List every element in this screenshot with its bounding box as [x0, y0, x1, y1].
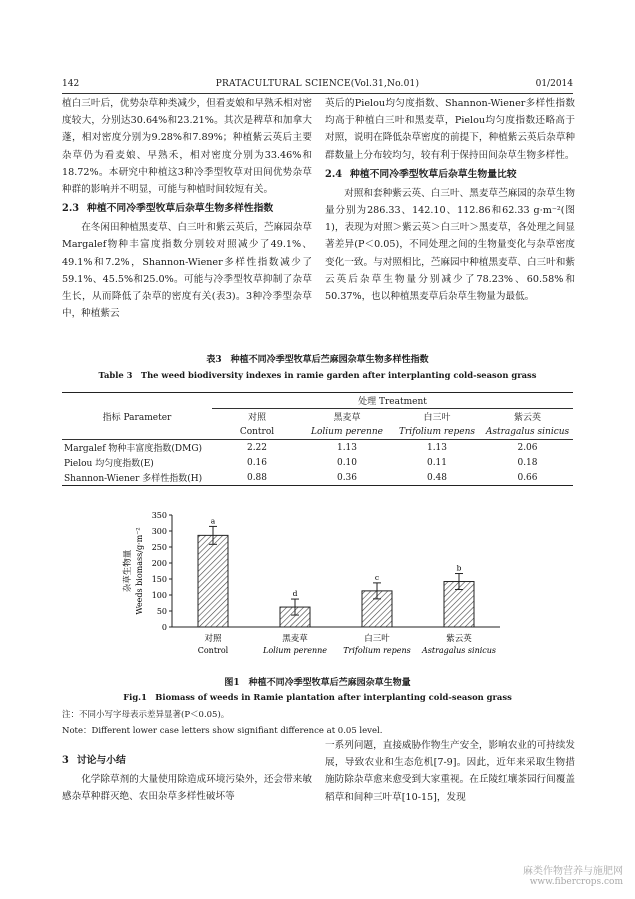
x-tick-label-en: Trifolium repens — [343, 646, 411, 655]
section-3-left — [62, 752, 312, 805]
y-tick-label: 300 — [151, 527, 167, 536]
table-cell: 0.16 — [246, 457, 268, 468]
significance-letter: b — [456, 563, 462, 573]
table-cell: 1.13 — [336, 442, 358, 453]
section-title: 讨论与小结 — [76, 755, 126, 766]
table-cell: 0.48 — [392, 470, 482, 486]
watermark-url: www.fibercrops.com — [529, 877, 623, 887]
x-tick-label-cn: 黑麦草 — [282, 634, 308, 644]
page-header — [62, 79, 573, 94]
x-tick-label-en: Lolium perenne — [263, 646, 327, 655]
section-3-paragraph-left: 化学除草剂的大量使用除造成环境污染外，还会带来敏感杂草种群灭绝、农田杂草多样性破坏等 — [62, 774, 312, 803]
column-header-en: Trifolium repens — [392, 424, 482, 440]
section-number: 2.4 — [325, 168, 343, 180]
journal-title: PRATACULTURAL SCIENCE(Vol.31,No.01) — [215, 79, 420, 89]
x-tick-label-cn: 白三叶 — [364, 634, 390, 644]
x-tick-label-en: Control — [197, 646, 229, 655]
table-header-index: 指标 Parameter — [62, 393, 212, 440]
table-cell: 1.13 — [426, 442, 448, 453]
column-header-en: Astragalus sinicus — [482, 424, 573, 440]
significance-letter: c — [374, 572, 380, 582]
left-paragraph-2: 在冬闲田种植黑麦草、白三叶和紫云英后，苎麻园杂草Margalef物种丰富度指数分别较对照减少了49.1%、49.1%和7.2%，Shannon-Wiener多样性指数减少了59.1%、45.5%和25.0%。可能与冷季型牧草抑制了杂草生长，从而降低了杂草的密度有关(表3)。3种冷季型杂草中，种植紫云 — [62, 222, 312, 320]
significance-letter: a — [210, 516, 216, 526]
section-number: 2.3 — [62, 203, 80, 215]
y-tick-label: 200 — [151, 559, 167, 568]
row-label: Margalef 物种丰富度指数(DMG) — [64, 444, 203, 454]
figure-note-cn: 注：不同小写字母表示差异显著(P＜0.05)。 — [62, 710, 230, 720]
watermark-site-name: 麻类作物营养与施肥网 — [523, 866, 623, 877]
y-axis-label-en: Weeds biomass/g·m⁻² — [135, 527, 144, 615]
section-3-paragraph-right: 一系列问题，直接威胁作物生产安全，影响农业的可持续发展，导致农业和生态危机[7-9]。因此，近年来采取生物措施防除杂草愈来愈受到大家重视。在丘陵红壤茶园行间覆盖稻草和间种三叶草[10-15]，发现 — [325, 740, 575, 803]
biodiversity-table — [62, 392, 573, 486]
x-tick-label-cn: 紫云英 — [446, 634, 472, 644]
section-2-3-heading — [62, 200, 312, 217]
significance-letter: d — [292, 589, 298, 599]
y-tick-label: 50 — [156, 607, 167, 616]
table-caption-cn: 表3 种植不同冷季型牧草后苎麻园杂草生物多样性指数 — [206, 355, 429, 365]
figure-note-en: Note：Different lower case letters show signifiant difference at 0.05 level. — [62, 726, 383, 736]
table-cell: 2.06 — [517, 442, 538, 453]
table-cell: 0.88 — [212, 470, 302, 486]
table-cell: 0.66 — [482, 470, 573, 486]
section-3-right — [325, 737, 575, 806]
issue-date: 01/2014 — [535, 79, 573, 89]
row-label: Shannon-Wiener 多样性指数(H) — [62, 470, 212, 486]
column-header-cn: 黑麦草 — [333, 413, 361, 423]
table-caption-en: Table 3 The weed biodiversity indexes in ramie garden after interplanting cold-season grass — [98, 370, 537, 380]
table-cell: 0.36 — [302, 470, 392, 486]
x-tick-label-cn: 对照 — [204, 634, 222, 644]
y-tick-label: 250 — [151, 543, 167, 552]
y-tick-label: 350 — [151, 511, 167, 520]
page-number: 142 — [62, 79, 80, 89]
row-label: Pielou 均匀度指数(E) — [64, 459, 154, 469]
bar — [198, 535, 228, 627]
y-tick-label: 0 — [161, 623, 167, 632]
column-header-cn: 紫云英 — [513, 413, 541, 423]
table-header-treatment: 处理 Treatment — [212, 393, 573, 409]
figure-caption-en: Fig.1 Biomass of weeds in Ramie plantation after interplanting cold-season grass — [123, 692, 512, 702]
table-cell: 0.10 — [336, 457, 358, 468]
table-row — [62, 470, 573, 486]
section-number: 3 — [62, 755, 69, 766]
section-title: 种植不同冷季型牧草后杂草生物多样性指数 — [87, 203, 274, 215]
figure-caption-cn: 图1 种植不同冷季型牧草后苎麻园杂草生物量 — [224, 678, 411, 688]
table-row — [62, 455, 573, 470]
left-paragraph-1: 植白三叶后，优势杂草种类减少，但看麦娘和早熟禾相对密度较大，分别达30.64%和23.21%。其次是稗草和加拿大蓬，相对密度分别为9.28%和7.89%；种植紫云英后主要杂草仍为看麦娘、早熟禾，相对密度分别为33.46%和18.72%。本研究中种植这3种冷季型牧草对田间优势杂草种群的影响并不明显，可能与种植时间较短有关。 — [62, 98, 312, 196]
left-column — [62, 95, 312, 322]
section-title: 种植不同冷季型牧草后杂草生物量比较 — [350, 168, 517, 180]
table-cell: 0.11 — [426, 457, 448, 468]
table-cell: 2.22 — [246, 442, 268, 453]
right-column — [325, 95, 575, 305]
column-header-cn: 对照 — [247, 413, 266, 423]
right-paragraph-2: 对照和套种紫云英、白三叶、黑麦草苎麻园的杂草生物量分别为286.33、142.10、112.86和62.33 g·m⁻²(图1)，表现为对照＞紫云英＞白三叶＞黑麦草，各处理之间显著差异(P＜0.05)，不同处理之间的生物量变化与杂草密度变化一致。与对照相比，苎麻园中种植黑麦草、白三叶和紫云英后杂草生物量分别减少了78.23%、60.58%和50.37%，也以种植黑麦草后杂草生物量为最低。 — [325, 187, 575, 303]
table-row — [62, 440, 573, 456]
table-cell: 0.18 — [517, 457, 538, 468]
column-header-cn: 白三叶 — [423, 413, 451, 423]
x-tick-label-en: Astragalus sinicus — [421, 646, 497, 655]
y-tick-label: 150 — [151, 575, 167, 584]
right-paragraph-1: 英后的Pielou均匀度指数、Shannon-Wiener多样性指数均高于种植白三叶和黑麦草，Pielou均匀度指数还略高于对照，说明在降低杂草密度的前提下，种植紫云英后杂草种群数量上分布较均匀，较有利于保持田间杂草生物多样性。 — [325, 98, 575, 161]
section-3-heading — [62, 752, 312, 769]
biomass-bar-chart — [100, 505, 530, 675]
y-tick-label: 100 — [151, 591, 167, 600]
column-header-en: Lolium perenne — [302, 424, 392, 440]
column-header-en: Control — [212, 424, 302, 440]
y-axis-label-cn: 杂草生物量 — [123, 549, 133, 593]
section-2-4-heading — [325, 166, 575, 183]
